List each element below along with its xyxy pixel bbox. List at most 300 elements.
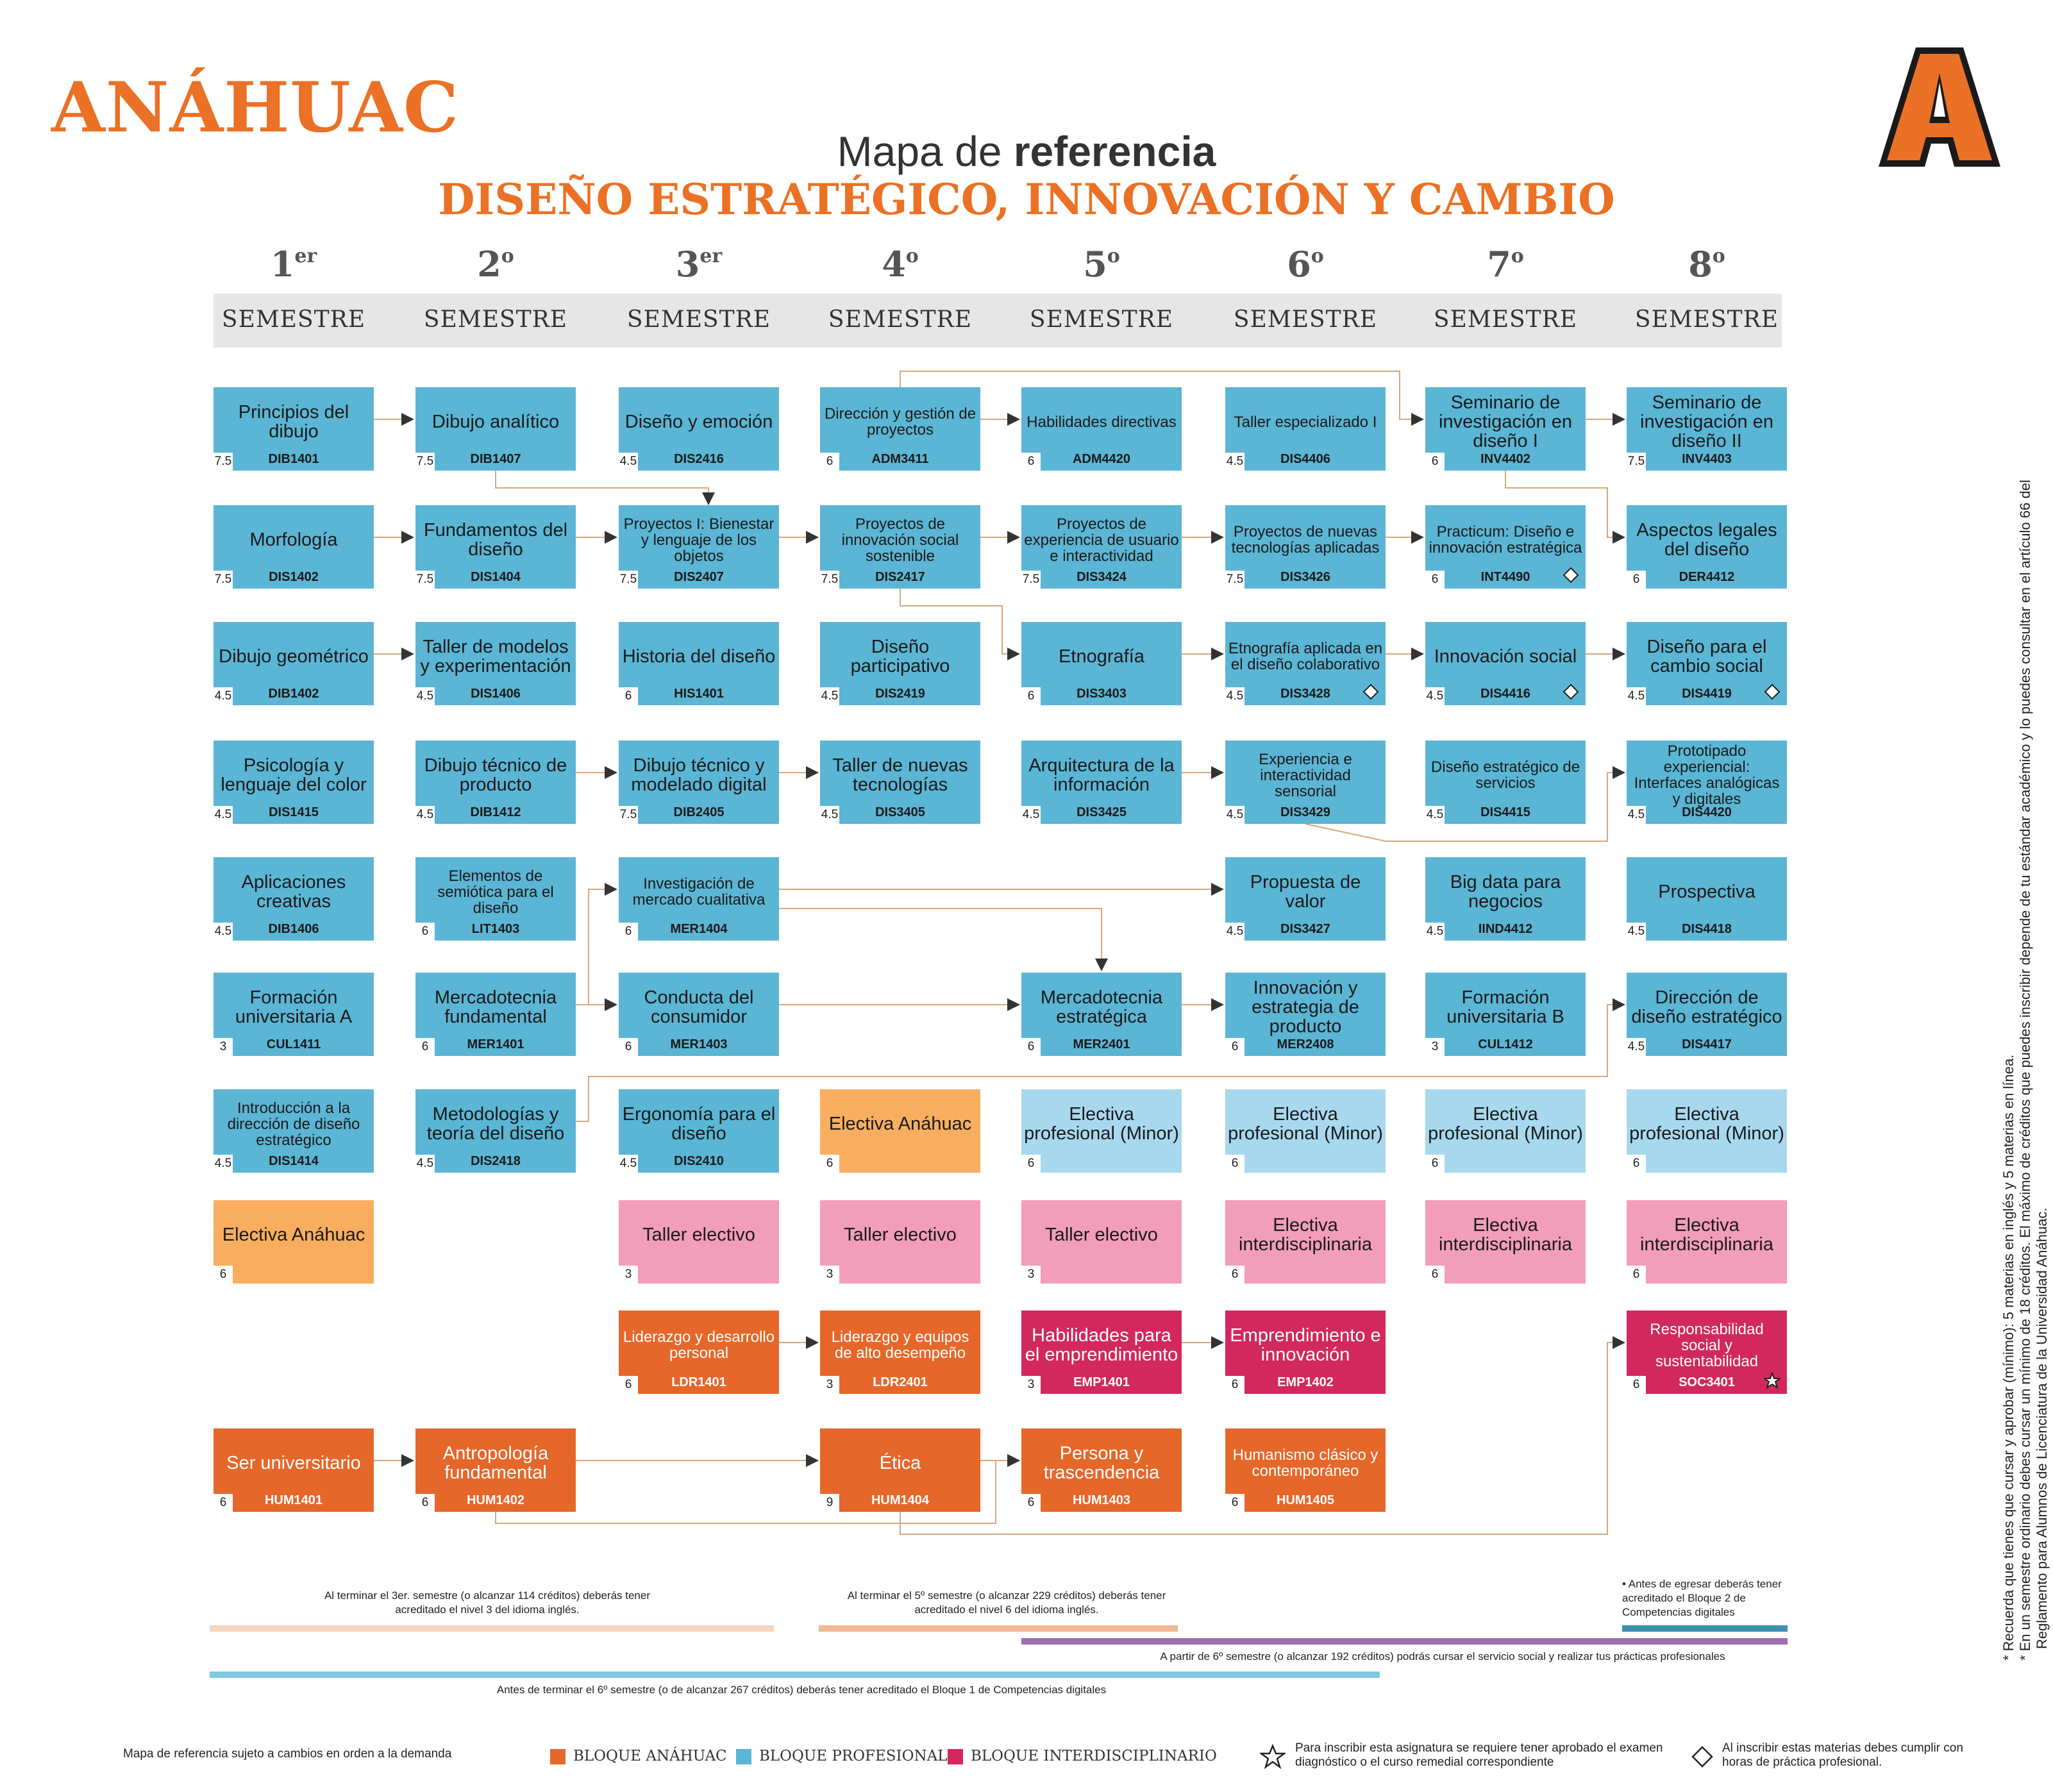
diamond-icon xyxy=(1563,567,1579,583)
course-box[interactable] xyxy=(1021,1089,1182,1173)
course-name: Psicología y lenguaje del color xyxy=(221,755,367,795)
course-box[interactable] xyxy=(1021,741,1182,824)
course-credits: 4.5 xyxy=(1225,453,1244,471)
course-box[interactable] xyxy=(1425,1200,1586,1284)
course-code: DIS3424 xyxy=(1077,570,1127,584)
course-name: Electiva profesional (Minor) xyxy=(1428,1104,1583,1144)
course-name: Investigación de mercado cualitativa xyxy=(632,875,766,909)
course-name: Responsabilidad social y sustentabilidad xyxy=(1650,1320,1764,1370)
course-name: Diseño estratégico de servicios xyxy=(1430,758,1580,792)
course-name: Dibujo geométrico xyxy=(219,646,369,667)
course-credits: 9 xyxy=(820,1494,839,1512)
course-box[interactable] xyxy=(820,505,980,589)
semester-label-6: SEMESTRE xyxy=(1233,306,1378,333)
legend-profesional-label: BLOQUE PROFESIONAL xyxy=(759,1748,948,1764)
course-box[interactable] xyxy=(415,973,576,1056)
semester-number-8: 8$^o$ xyxy=(1688,244,1725,285)
semester-label-5: SEMESTRE xyxy=(1029,306,1174,333)
course-code: DIS3425 xyxy=(1077,805,1127,819)
course-credits: 4.5 xyxy=(1225,806,1244,824)
course-credits: 6 xyxy=(415,1494,435,1512)
course-credits: 6 xyxy=(1225,1266,1244,1284)
course-name: Metodologías y teoría del diseño xyxy=(426,1104,565,1144)
course-code: DIS3405 xyxy=(875,805,925,819)
course-box[interactable] xyxy=(1021,387,1182,471)
course-box[interactable] xyxy=(214,387,374,471)
course-name: Diseño para el cambio social xyxy=(1647,637,1767,676)
course-credits: 3 xyxy=(1425,1038,1445,1056)
course-name: Liderazgo y desarrollo personal xyxy=(623,1328,775,1362)
course-credits: 6 xyxy=(1021,453,1041,471)
course-code: DIS1415 xyxy=(269,805,319,819)
course-box[interactable] xyxy=(1225,973,1386,1056)
course-box[interactable] xyxy=(1225,622,1386,705)
course-name: Morfología xyxy=(249,530,338,550)
course-name: Prospectiva xyxy=(1658,882,1756,902)
side-note: * Recuerda que tienes que cursar y aprobar (mínimo): 5 materias en inglés y 5 materias en línea. * En un semestre ordinario debes cursar un mínimo de 18 créditos. El máximo de créditos que puedes inscribir depende de tu estándar académico y lo puedes consultar en el artículo 66 del Reglamento para Alumnos de Licenciatura de la Universidad Anáhuac. xyxy=(2000,480,2050,1661)
course-code: MER2401 xyxy=(1073,1037,1130,1051)
course-credits: 7.5 xyxy=(1627,453,1646,471)
course-credits: 6 xyxy=(1425,453,1445,471)
course-code: DIS1414 xyxy=(269,1154,319,1168)
legend-anahuac-swatch xyxy=(550,1749,566,1764)
course-box[interactable] xyxy=(1627,1089,1787,1173)
digital-block-2-note: • Antes de egresar deberás tener acreditado el Bloque 2 de Competencias digitales xyxy=(1622,1578,1782,1618)
course-code: DIS3426 xyxy=(1280,570,1330,584)
course-box[interactable] xyxy=(619,1089,779,1173)
course-credits: 6 xyxy=(1021,687,1041,705)
course-code: EMP1401 xyxy=(1073,1375,1130,1389)
course-credits: 4.5 xyxy=(415,806,435,824)
star-note: Para inscribir esta asignatura se requiere tener aprobado el examen diagnóstico o el curso remedial correspondiente xyxy=(1295,1741,1663,1769)
course-name: Electiva interdisciplinaria xyxy=(1239,1215,1372,1255)
semester-number-1: 1er xyxy=(270,244,317,285)
course-code: DIB1401 xyxy=(268,452,319,466)
course-box[interactable] xyxy=(619,973,779,1056)
course-name: Proyectos de innovación social sostenible xyxy=(841,515,959,565)
course-code: CUL1411 xyxy=(266,1037,321,1051)
course-code: DIS1402 xyxy=(269,570,319,584)
course-box[interactable] xyxy=(1627,387,1787,471)
semester-number-4: 4$^o$ xyxy=(882,244,919,285)
course-name: Innovación y estrategia de producto xyxy=(1252,978,1359,1037)
course-name: Seminario de investigación en diseño I xyxy=(1439,392,1572,451)
course-box[interactable] xyxy=(1225,857,1386,941)
course-credits: 4.5 xyxy=(820,687,839,705)
course-credits: 6 xyxy=(214,1266,233,1284)
course-name: Proyectos I: Bienestar y lenguaje de los objetos xyxy=(623,515,775,565)
diamond-icon xyxy=(1563,683,1579,700)
course-name: Dibujo analítico xyxy=(432,412,560,432)
course-credits: 6 xyxy=(619,687,638,705)
course-box[interactable] xyxy=(214,622,374,705)
course-credits: 4.5 xyxy=(214,1155,233,1173)
semester-number-2: 2$^o$ xyxy=(477,244,514,285)
course-credits: 6 xyxy=(820,453,839,471)
course-name: Historia del diseño xyxy=(622,646,776,667)
course-credits: 4.5 xyxy=(1425,687,1445,705)
course-name: Conducta del consumidor xyxy=(644,987,754,1027)
course-box[interactable] xyxy=(619,387,779,471)
course-credits: 6 xyxy=(1425,1155,1445,1173)
course-box[interactable] xyxy=(619,622,779,705)
course-box[interactable] xyxy=(1225,387,1386,471)
legend-anahuac-label: BLOQUE ANÁHUAC xyxy=(573,1748,727,1764)
course-code: DIS4417 xyxy=(1682,1037,1732,1051)
course-name: Electiva profesional (Minor) xyxy=(1228,1104,1383,1144)
course-box[interactable] xyxy=(820,1311,980,1394)
course-box[interactable] xyxy=(820,1428,980,1512)
program-title: DISEÑO ESTRATÉGICO, INNOVACIÓN Y CAMBIO xyxy=(438,174,1615,224)
course-code: LDR1401 xyxy=(671,1375,726,1389)
course-credits: 4.5 xyxy=(1627,923,1646,941)
legend-profesional-swatch xyxy=(736,1749,751,1764)
course-box[interactable] xyxy=(1225,1200,1386,1284)
course-name: Dibujo técnico y modelado digital xyxy=(631,755,767,795)
course-credits: 4.5 xyxy=(1627,806,1646,824)
course-box[interactable] xyxy=(1627,505,1787,589)
course-credits: 6 xyxy=(619,923,638,941)
course-credits: 6 xyxy=(1225,1155,1244,1173)
course-credits: 4.5 xyxy=(1225,923,1244,941)
course-credits: 4.5 xyxy=(1425,923,1445,941)
course-credits: 6 xyxy=(820,1155,839,1173)
english-level-3-bar xyxy=(210,1625,774,1632)
course-name: Taller electivo xyxy=(642,1225,755,1245)
course-name: Mercadotecnia fundamental xyxy=(434,987,557,1027)
course-credits: 6 xyxy=(1627,571,1646,589)
course-credits: 3 xyxy=(1021,1266,1041,1284)
semester-number-6: 6$^o$ xyxy=(1287,244,1324,285)
course-code: DIB2405 xyxy=(673,805,725,819)
course-code: DIS4419 xyxy=(1682,687,1732,701)
semester-label-2: SEMESTRE xyxy=(423,306,568,333)
course-box[interactable] xyxy=(1425,1089,1586,1173)
course-name: Taller electivo xyxy=(1045,1225,1158,1245)
course-name: Formación universitaria B xyxy=(1446,987,1564,1027)
course-box[interactable] xyxy=(1021,1311,1182,1394)
course-credits: 3 xyxy=(820,1376,839,1394)
course-box[interactable] xyxy=(214,1200,374,1284)
course-credits: 7.5 xyxy=(820,571,839,589)
course-code: DIB1412 xyxy=(470,805,521,819)
course-code: DIS3429 xyxy=(1280,805,1330,819)
course-box[interactable] xyxy=(1425,973,1586,1056)
course-code: MER1401 xyxy=(467,1037,524,1051)
course-box[interactable] xyxy=(214,505,374,589)
course-name: Antropología fundamental xyxy=(442,1443,549,1483)
diamond-note: Al inscribir estas materias debes cumplir con horas de práctica profesional. xyxy=(1722,1741,1963,1769)
course-box[interactable] xyxy=(415,857,576,941)
semester-label-4: SEMESTRE xyxy=(828,306,973,333)
course-box[interactable] xyxy=(1021,505,1182,589)
course-credits: 4.5 xyxy=(1425,806,1445,824)
course-name: Liderazgo y equipos de alto desempeño xyxy=(831,1328,969,1362)
course-name: Ser universitario xyxy=(226,1453,361,1473)
course-credits: 4.5 xyxy=(619,453,638,471)
course-credits: 6 xyxy=(214,1494,233,1512)
course-name: Prototipado experiencial: Interfaces analógicas y digitales xyxy=(1634,742,1780,808)
course-box[interactable] xyxy=(1627,973,1787,1056)
course-name: Etnografía xyxy=(1059,646,1144,667)
course-credits: 7.5 xyxy=(1021,571,1041,589)
course-box[interactable] xyxy=(214,741,374,824)
course-code: DIS2417 xyxy=(875,570,925,584)
course-box[interactable] xyxy=(820,741,980,824)
course-name: Dibujo técnico de producto xyxy=(424,755,567,795)
course-box[interactable] xyxy=(820,1089,980,1173)
course-code: ADM4420 xyxy=(1072,452,1131,466)
course-box[interactable] xyxy=(1627,1311,1787,1394)
legend-interdisciplinario-swatch xyxy=(948,1749,963,1764)
course-credits: 3 xyxy=(214,1038,233,1056)
course-box[interactable] xyxy=(415,505,576,589)
course-code: HUM1405 xyxy=(1276,1493,1335,1507)
course-name: Taller de modelos y experimentación xyxy=(420,637,571,676)
course-box[interactable] xyxy=(415,1428,576,1512)
course-box[interactable] xyxy=(1225,1089,1386,1173)
course-name: Diseño y emoción xyxy=(624,412,773,432)
course-name: Humanismo clásico y contemporáneo xyxy=(1232,1446,1378,1480)
course-box[interactable] xyxy=(1425,505,1586,589)
course-box[interactable] xyxy=(1425,387,1586,471)
course-name: Persona y trascendencia xyxy=(1043,1443,1160,1483)
diamond-icon xyxy=(1362,683,1379,700)
course-name: Electiva profesional (Minor) xyxy=(1024,1104,1179,1144)
course-box[interactable] xyxy=(820,387,980,471)
course-box[interactable] xyxy=(1225,1311,1386,1394)
course-credits: 6 xyxy=(415,923,435,941)
course-credits: 6 xyxy=(415,1038,435,1056)
course-box[interactable] xyxy=(415,622,576,705)
course-box[interactable] xyxy=(1021,1428,1182,1512)
prerequisite-arrow xyxy=(496,471,708,503)
course-name: Aspectos legales del diseño xyxy=(1636,520,1777,560)
course-name: Habilidades para el emprendimiento xyxy=(1025,1325,1178,1365)
course-box[interactable] xyxy=(415,1089,576,1173)
course-code: HUM1403 xyxy=(1072,1493,1131,1507)
course-credits: 7.5 xyxy=(214,571,233,589)
course-credits: 4.5 xyxy=(820,806,839,824)
course-code: IIND4412 xyxy=(1478,922,1533,936)
course-name: Taller especializado I xyxy=(1234,413,1377,431)
course-box[interactable] xyxy=(1425,741,1586,824)
course-name: Electiva Anáhuac xyxy=(828,1114,972,1134)
course-credits: 4.5 xyxy=(1225,687,1244,705)
semester-number-5: 5$^o$ xyxy=(1083,244,1120,285)
course-code: DIS2418 xyxy=(471,1154,521,1168)
course-box[interactable] xyxy=(214,1089,374,1173)
page-title: Mapa de referencia xyxy=(837,128,1216,175)
course-code: DIS3427 xyxy=(1280,922,1330,936)
legend-interdisciplinario-label: BLOQUE INTERDISCIPLINARIO xyxy=(971,1748,1217,1764)
course-box[interactable] xyxy=(1021,1200,1182,1284)
course-box[interactable] xyxy=(619,505,779,589)
course-box[interactable] xyxy=(1425,857,1586,941)
course-box[interactable] xyxy=(214,1428,374,1512)
course-credits: 6 xyxy=(1021,1038,1041,1056)
course-credits: 4.5 xyxy=(214,687,233,705)
course-name: Formación universitaria A xyxy=(235,987,353,1027)
course-credits: 6 xyxy=(1225,1376,1244,1394)
course-code: DIS4406 xyxy=(1280,452,1330,466)
course-code: HUM1404 xyxy=(871,1493,930,1507)
course-box[interactable] xyxy=(1225,505,1386,589)
course-credits: 6 xyxy=(1627,1155,1646,1173)
course-code: MER2408 xyxy=(1277,1037,1334,1051)
course-code: ADM3411 xyxy=(871,452,929,466)
course-box[interactable] xyxy=(214,973,374,1056)
course-credits: 4.5 xyxy=(214,806,233,824)
course-credits: 6 xyxy=(619,1038,638,1056)
course-name: Propuesta de valor xyxy=(1250,872,1361,912)
course-box[interactable] xyxy=(1627,1200,1787,1284)
course-box[interactable] xyxy=(820,622,980,705)
course-credits: 4.5 xyxy=(214,923,233,941)
course-box[interactable] xyxy=(820,1200,980,1284)
course-box[interactable] xyxy=(619,741,779,824)
diamond-icon xyxy=(1691,1745,1714,1768)
course-name: Ética xyxy=(879,1453,921,1473)
course-code: HIS1401 xyxy=(674,687,724,701)
course-box[interactable] xyxy=(619,1200,779,1284)
semester-label-3: SEMESTRE xyxy=(626,306,771,333)
course-code: DIS2416 xyxy=(674,452,724,466)
course-credits: 4.5 xyxy=(415,1155,435,1173)
course-credits: 7.5 xyxy=(415,571,435,589)
course-credits: 6 xyxy=(1225,1494,1244,1512)
english-level-6-note: Al terminar el 5º semestre (o alcanzar 229 créditos) deberás tener acreditado el nivel 6 del idioma inglés. xyxy=(847,1589,1166,1616)
course-name: Introducción a la dirección de diseño estratégico xyxy=(227,1099,360,1149)
star-icon xyxy=(1764,1372,1781,1389)
course-credits: 6 xyxy=(1225,1038,1244,1056)
course-credits: 4.5 xyxy=(1021,806,1041,824)
course-box[interactable] xyxy=(1627,622,1787,705)
course-code: DIS2410 xyxy=(674,1154,724,1168)
diamond-icon xyxy=(1764,683,1781,700)
course-code: HUM1401 xyxy=(264,1493,323,1507)
course-code: DIS3403 xyxy=(1077,687,1127,701)
course-code: DIS2407 xyxy=(674,570,724,584)
course-name: Taller electivo xyxy=(844,1225,957,1245)
course-credits: 6 xyxy=(1627,1376,1646,1394)
course-credits: 4.5 xyxy=(415,687,435,705)
course-box[interactable] xyxy=(1021,622,1182,705)
course-name: Habilidades directivas xyxy=(1026,413,1177,431)
course-code: DIS1406 xyxy=(471,687,521,701)
course-code: MER1404 xyxy=(670,922,728,936)
digital-block-2-bar xyxy=(1622,1625,1788,1632)
course-code: LIT1403 xyxy=(471,922,520,936)
course-credits: 6 xyxy=(1425,571,1445,589)
course-name: Taller de nuevas tecnologías xyxy=(832,755,968,795)
course-name: Big data para negocios xyxy=(1450,872,1561,912)
digital-block-1-bar xyxy=(210,1671,1380,1678)
course-box[interactable] xyxy=(1021,973,1182,1056)
course-name: Proyectos de experiencia de usuario e interactividad xyxy=(1024,515,1179,565)
english-level-6-bar xyxy=(819,1625,1178,1632)
course-name: Seminario de investigación en diseño II xyxy=(1640,392,1773,451)
course-name: Electiva interdisciplinaria xyxy=(1439,1215,1572,1255)
course-credits: 3 xyxy=(820,1266,839,1284)
course-code: DIS4420 xyxy=(1682,805,1732,819)
course-credits: 6 xyxy=(1021,1155,1041,1173)
course-name: Proyectos de nuevas tecnologías aplicadas xyxy=(1231,523,1380,557)
course-name: Elementos de semiótica para el diseño xyxy=(437,867,554,917)
course-name: Electiva Anáhuac xyxy=(222,1225,365,1245)
course-credits: 6 xyxy=(1021,1494,1041,1512)
semester-label-1: SEMESTRE xyxy=(221,306,366,333)
course-name: Practicum: Diseño e innovación estratégica xyxy=(1429,523,1582,557)
course-credits: 4.5 xyxy=(1627,687,1646,705)
course-name: Etnografía aplicada en el diseño colaborativo xyxy=(1228,640,1383,673)
semester-label-8: SEMESTRE xyxy=(1634,306,1779,333)
course-name: Diseño participativo xyxy=(850,637,950,676)
social-service-note: A partir de 6º semestre (o alcanzar 192 créditos) podrás cursar el servicio social y realizar tus prácticas profesionales xyxy=(1160,1650,1725,1662)
course-code: DIS1404 xyxy=(471,570,521,584)
course-name: Fundamentos del diseño xyxy=(423,520,568,560)
semester-number-7: 7$^o$ xyxy=(1487,244,1524,285)
course-code: INV4403 xyxy=(1682,452,1732,466)
course-code: INT4490 xyxy=(1480,570,1530,584)
course-code: DER4412 xyxy=(1679,570,1735,584)
course-box[interactable] xyxy=(1225,1428,1386,1512)
course-code: MER1403 xyxy=(670,1037,728,1051)
course-box[interactable] xyxy=(415,741,576,824)
course-code: DIS2419 xyxy=(875,687,925,701)
course-code: EMP1402 xyxy=(1277,1375,1334,1389)
course-credits: 6 xyxy=(619,1376,638,1394)
english-level-3-note: Al terminar el 3er. semestre (o alcanzar 114 créditos) deberás tener acreditado el nivel 3 del idioma inglés. xyxy=(324,1589,651,1616)
course-name: Emprendimiento e innovación xyxy=(1230,1325,1381,1365)
course-name: Electiva interdisciplinaria xyxy=(1640,1215,1773,1255)
course-code: INV4402 xyxy=(1480,452,1530,466)
course-code: DIS4418 xyxy=(1682,922,1732,936)
course-box[interactable] xyxy=(1627,857,1787,941)
course-credits: 7.5 xyxy=(415,453,435,471)
course-name: Experiencia e interactividad sensorial xyxy=(1259,750,1352,800)
course-name: Electiva profesional (Minor) xyxy=(1629,1104,1784,1144)
course-code: DIS3428 xyxy=(1280,687,1330,701)
course-name: Aplicaciones creativas xyxy=(241,872,346,912)
course-name: Arquitectura de la información xyxy=(1028,755,1175,795)
course-code: DIB1402 xyxy=(268,687,319,701)
course-credits: 7.5 xyxy=(619,571,638,589)
course-name: Dirección de diseño estratégico xyxy=(1631,987,1782,1027)
course-credits: 7.5 xyxy=(619,806,638,824)
course-code: LDR2401 xyxy=(873,1375,928,1389)
disclaimer: Mapa de referencia sujeto a cambios en orden a la demanda xyxy=(123,1747,452,1761)
course-box[interactable] xyxy=(1627,741,1787,824)
semester-number-3: 3er xyxy=(675,244,723,285)
course-name: Dirección y gestión de proyectos xyxy=(824,405,976,439)
course-code: CUL1412 xyxy=(1478,1037,1533,1051)
anahuac-logo-text: ANÁHUAC xyxy=(51,67,459,148)
course-box[interactable] xyxy=(619,1311,779,1394)
course-box[interactable] xyxy=(415,387,576,471)
course-code: DIB1406 xyxy=(268,922,319,936)
course-name: Principios del dibujo xyxy=(238,402,349,442)
semester-label-7: SEMESTRE xyxy=(1433,306,1578,333)
course-credits: 4.5 xyxy=(619,1155,638,1173)
course-credits: 4.5 xyxy=(1627,1038,1646,1056)
course-box[interactable] xyxy=(1425,622,1586,705)
course-box[interactable] xyxy=(214,857,374,941)
course-credits: 3 xyxy=(1021,1376,1041,1394)
course-box[interactable] xyxy=(1225,741,1386,824)
course-code: DIS4415 xyxy=(1480,805,1530,819)
course-box[interactable] xyxy=(619,857,779,941)
